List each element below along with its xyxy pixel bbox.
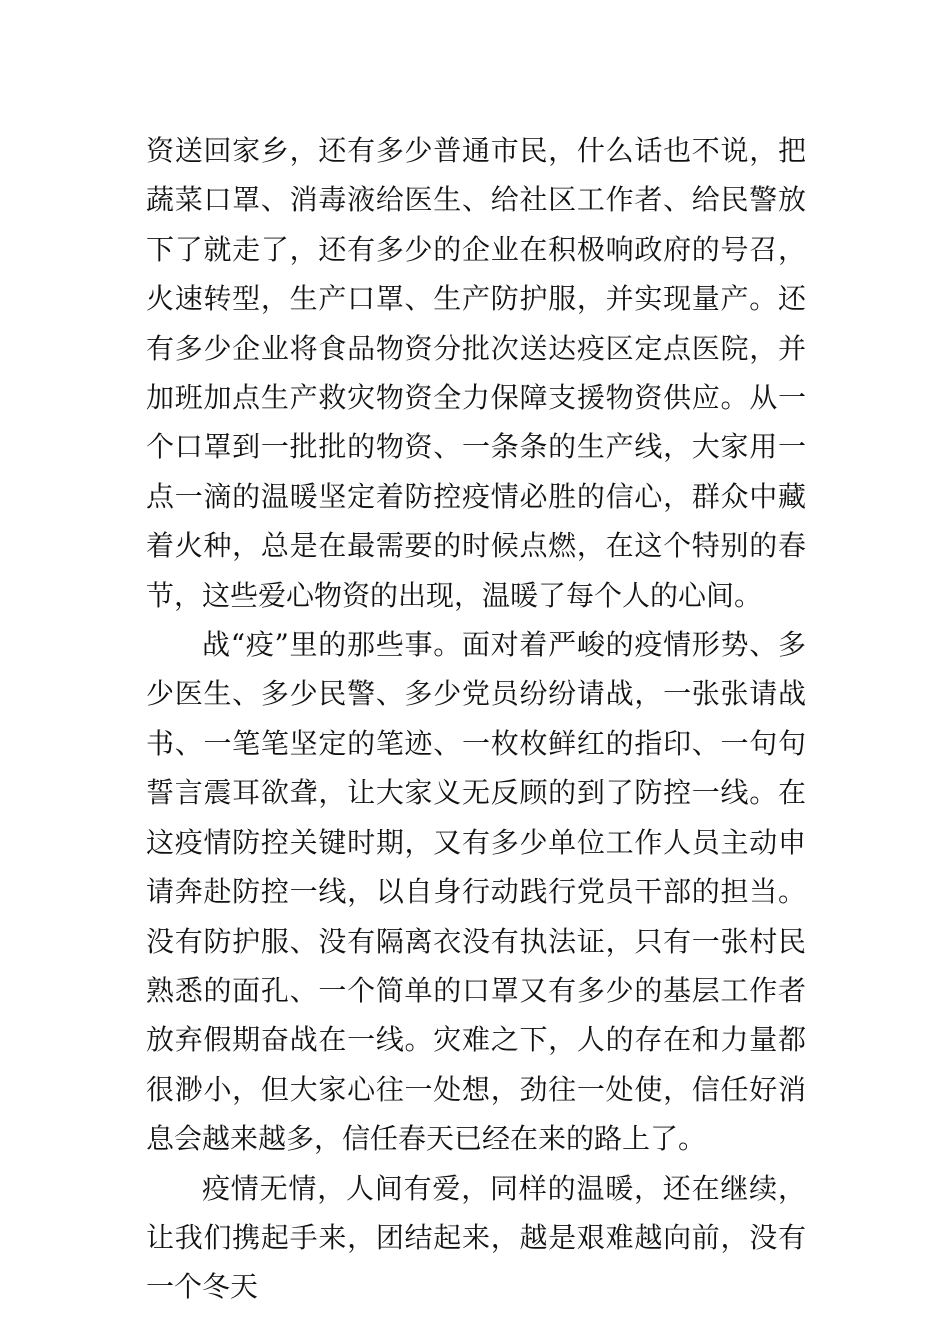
paragraph-2: 战“疫”里的那些事。面对着严峻的疫情形势、多少医生、多少民警、多少党员纷纷请战，一张张请战书、一笔笔坚定的笔迹、一枚枚鲜红的指印、一句句誓言震耳欲聋，让大家义无反顾的到了防控一线。在这疫情防控关键时期，又有多少单位工作人员主动申请奔赴防控一线，以自身行动践行党员干部的担当。没有防护服、没有隔离衣没有执法证，只有一张村民熟悉的面孔、一个简单的口罩又有多少的基层工作者放弃假期奋战在一线。灾难之下，人的存在和力量都很渺小，但大家心往一处想，劲往一处使，信任好消息会越来越多，信任春天已经在来的路上了。: [146, 628, 806, 1156]
body-text: [146, 126, 806, 1312]
paragraph-1: 资送回家乡，还有多少普通市民，什么话也不说，把蔬菜口罩、消毒液给医生、给社区工作者、给民警放下了就走了，还有多少的企业在积极响政府的号召，火速转型，生产口罩、生产防护服，并实现量产。还有多少企业将食品物资分批次送达疫区定点医院，并加班加点生产救灾物资全力保障支援物资供应。从一个口罩到一批批的物资、一条条的生产线，大家用一点一滴的温暖坚定着防控疫情必胜的信心，群众中藏着火种，总是在最需要的时候点燃，在这个特别的春节，这些爱心物资的出现，温暖了每个人的心间。: [146, 134, 806, 612]
paragraph-3: 疫情无情，人间有爱，同样的温暖，还在继续，让我们携起手来，团结起来，越是艰难越向前，没有一个冬天: [146, 1171, 806, 1304]
